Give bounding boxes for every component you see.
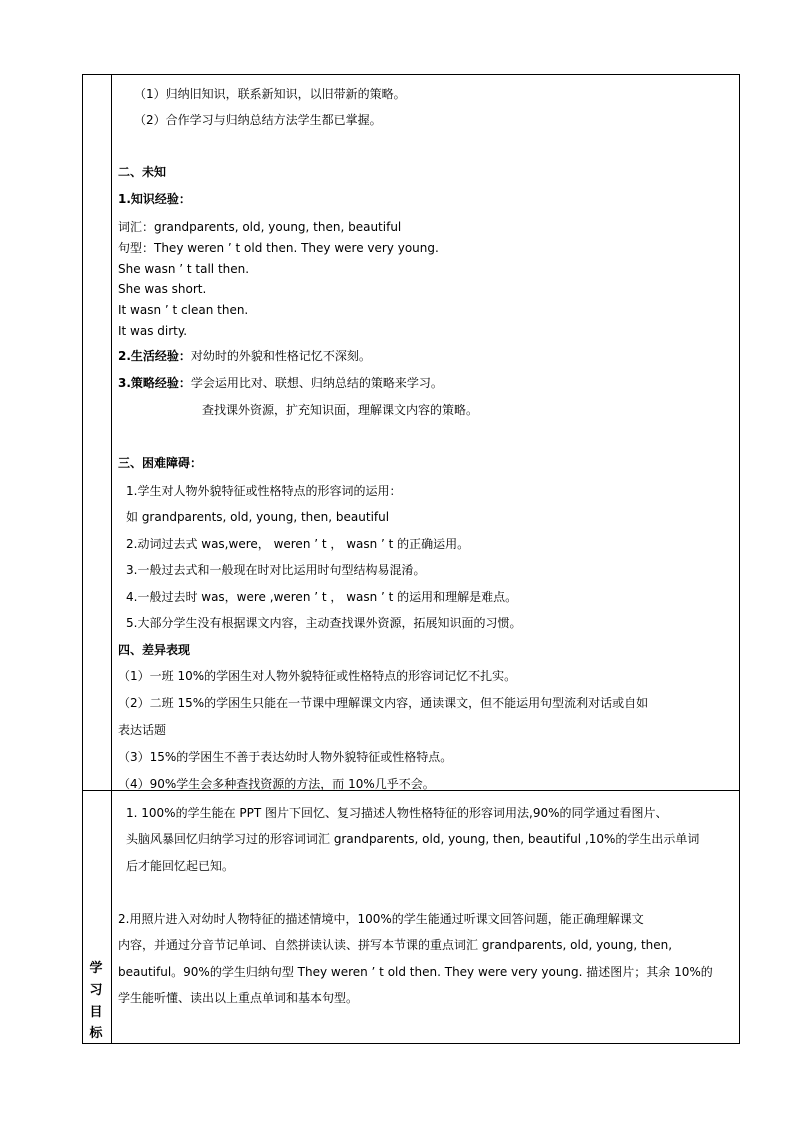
goals-label-char-3: 目	[89, 1005, 103, 1020]
difficulty-item-4: 4.一般过去时 was，were ,weren ’ t ， wasn ’ t 的运用和理解是难点。	[126, 590, 518, 604]
goals-label-char-2: 习	[89, 983, 103, 998]
column-divider	[111, 75, 112, 1043]
vocab-line: 词汇：grandparents, old, young, then, beautiful	[118, 220, 402, 234]
goal-2-line-a: 2.用照片进入对幼时人物特征的描述情境中，100%的学生能通过听课文回答问题，能正确理解课文	[118, 912, 644, 926]
sentence-line-1: 句型：They weren ’ t old then. They were very young.	[118, 241, 439, 255]
goal-1-line-b: 头脑风暴回忆归纳学习过的形容词词汇 grandparents, old, young, then, beautiful ,10%的学生出示单词	[126, 832, 700, 846]
difficulty-item-2: 2.动词过去式 was,were， weren ’ t ， wasn ’ t 的正确运用。	[126, 537, 470, 551]
goal-1-line-c: 后才能回忆起已知。	[126, 859, 235, 873]
difference-item-3: （3）15%的学困生不善于表达幼时人物外貌特征或性格特点。	[118, 750, 453, 764]
difference-item-2b: 表达话题	[118, 723, 167, 737]
knowledge-title: 1.知识经验：	[118, 192, 191, 206]
life-text: 对幼时的外貌和性格记忆不深刻。	[190, 349, 371, 363]
difference-item-4: （4）90%学生会多种查找资源的方法，而 10%几乎不会。	[118, 777, 435, 791]
life-title: 2.生活经验：	[118, 349, 191, 363]
goal-2-line-b: 内容，并通过分音节记单词、自然拼读认读、拼写本节课的重点词汇 grandparents, old, young, then,	[118, 938, 673, 952]
goals-label-char-4: 标	[89, 1026, 103, 1041]
strategy-line-2: （2）合作学习与归纳总结方法学生都已掌握。	[134, 113, 382, 127]
difference-item-1: （1）一班 10%的学困生对人物外貌特征或性格特点的形容词记忆不扎实。	[118, 669, 517, 683]
goal-2-line-c: beautiful。90%的学生归纳句型 They weren ’ t old then. They were very young. 描述图片；其余 10%的	[118, 965, 713, 979]
strategy-text-2: 查找课外资源，扩充知识面，理解课文内容的策略。	[202, 403, 479, 417]
strategy-text: 学会运用比对、联想、归纳总结的策略来学习。	[190, 376, 443, 390]
goal-1-line-a: 1. 100%的学生能在 PPT 图片下回忆、复习描述人物性格特征的形容词用法,90%的同学通过看图片、	[126, 806, 668, 820]
sentence-line-5: It was dirty.	[118, 324, 188, 338]
difficulty-item-1b: 如 grandparents, old, young, then, beautiful	[126, 510, 390, 524]
unknown-heading: 二、未知	[118, 165, 167, 179]
strategy-line-1: （1）归纳旧知识，联系新知识，以旧带新的策略。	[134, 87, 406, 101]
strategy-experience	[118, 375, 443, 391]
sentence-line-3: She was short.	[118, 282, 207, 296]
difficulties-heading: 三、困难障碍：	[118, 456, 203, 470]
difficulty-item-1: 1.学生对人物外貌特征或性格特点的形容词的运用：	[126, 484, 402, 498]
difficulty-item-5: 5.大部分学生没有根据课文内容，主动查找课外资源，拓展知识面的习惯。	[126, 616, 522, 630]
strategy-title: 3.策略经验：	[118, 376, 191, 390]
difference-item-2a: （2）二班 15%的学困生只能在一节课中理解课文内容，通读课文，但不能运用句型流利对话或自如	[118, 696, 649, 710]
goal-2-line-d: 学生能听懂、读出以上重点单词和基本句型。	[118, 991, 359, 1005]
life-experience	[118, 348, 371, 364]
sentence-line-2: She wasn ’ t tall then.	[118, 262, 250, 276]
sentence-line-4: It wasn ’ t clean then.	[118, 303, 249, 317]
goals-label-char-1: 学	[89, 961, 103, 976]
difficulty-item-3: 3.一般过去式和一般现在时对比运用时句型结构易混淆。	[126, 563, 426, 577]
differences-heading: 四、差异表现	[118, 643, 191, 657]
